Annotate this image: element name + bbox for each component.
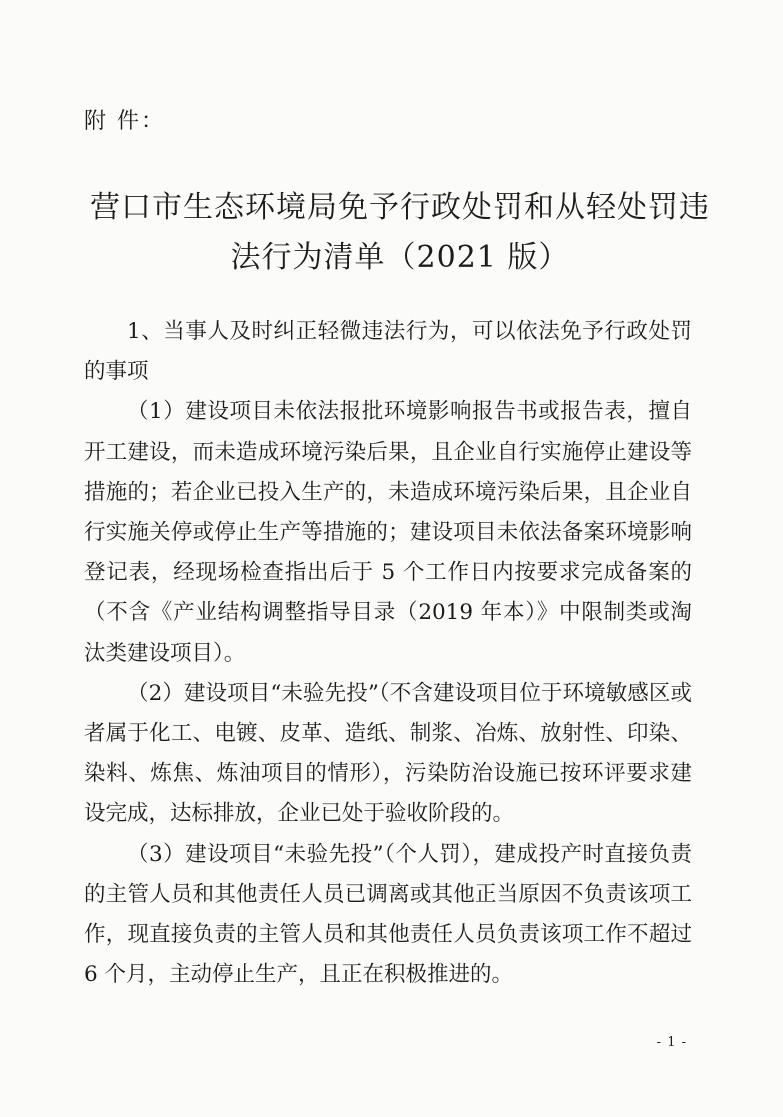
title-line-1: 营口市生态环境局免予行政处罚和从轻处罚违 (90, 190, 710, 225)
item-paragraph-2: （2）建设项目“未验先投”（不含建设项目位于环境敏感区或者属于化工、电镀、皮革、造纸、制浆、冶炼、放射性、印染、染料、炼焦、炼油项目的情形），污染防治设施已按环评要求建设完成，达标排放，企业已处于验收阶段的。 (84, 680, 692, 827)
item-paragraph-3: （3）建设项目“未验先投”（个人罚），建成投产时直接负责的主管人员和其他责任人员已调离或其他正当原因不负责该项工作，现直接负责的主管人员和其他责任人员负责该项工作不超过 6 个月，主动停止生产，且正在积极推进的。 (84, 841, 692, 988)
attachment-label: 附 件： (84, 109, 165, 134)
document-body (84, 312, 692, 995)
section-heading: 1、当事人及时纠正轻微违法行为，可以依法免予行政处罚的事项 (84, 319, 692, 385)
item-paragraph-1: （1）建设项目未依法报批环境影响报告书或报告表，擅自开工建设，而未造成环境污染后果，且企业自行实施停止建设等措施的；若企业已投入生产的，未造成环境污染后果，且企业自行实施关停或停止生产等措施的；建设项目未依法备案环境影响登记表，经现场检查指出后于 5 个工作日内按要求完成备案的（不含《产业结构调整指导目录（2019 年本）》中限制类或淘汰类建设项目）。 (84, 399, 692, 666)
page-number: - 1 - (656, 1035, 687, 1050)
document-title (70, 183, 730, 283)
title-line-2: 法行为清单（2021 版） (230, 240, 570, 275)
